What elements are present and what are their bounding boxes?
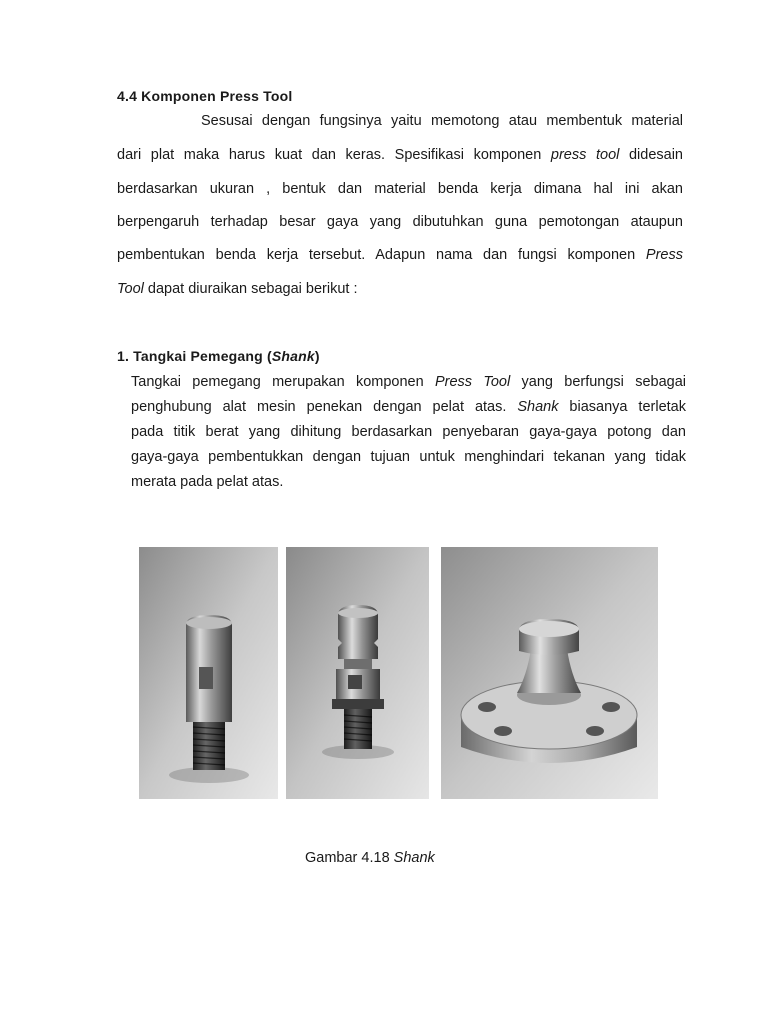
caption-prefix: Gambar 4.18 <box>305 850 394 866</box>
shank-photo-2 <box>286 547 429 799</box>
paragraph-line: penghubung alat mesin penekan dengan pelat atas. Shank biasanya terletak <box>131 399 686 415</box>
paragraph-line: Tangkai pemegang merupakan komponen Press Tool yang berfungsi sebagai <box>131 374 686 390</box>
paragraph-line: berpengaruh terhadap besar gaya yang dibutuhkan guna pemotongan ataupun <box>117 214 683 230</box>
item-heading-suffix: ) <box>314 348 320 364</box>
shank-photo-3 <box>441 547 658 799</box>
item-heading-italic: Shank <box>271 348 315 364</box>
paragraph-line: berdasarkan ukuran , bentuk dan material benda kerja dimana hal ini akan <box>117 181 683 197</box>
paragraph-line: Sesusai dengan fungsinya yaitu memotong atau membentuk material <box>201 113 683 129</box>
item-heading-prefix: 1. Tangkai Pemegang ( <box>117 348 272 364</box>
paragraph-line: merata pada pelat atas. <box>131 474 284 490</box>
item-heading-shank <box>117 348 320 364</box>
caption-italic: Shank <box>393 850 435 866</box>
shank-photo-1 <box>139 547 278 799</box>
paragraph-line: dari plat maka harus kuat dan keras. Spesifikasi komponen press tool didesain <box>117 147 683 163</box>
paragraph-line: Tool dapat diuraikan sebagai berikut : <box>117 281 358 297</box>
figure-caption <box>305 850 435 866</box>
section-heading: 4.4 Komponen Press Tool <box>117 88 293 104</box>
paragraph-line: pembentukan benda kerja tersebut. Adapun nama dan fungsi komponen Press <box>117 247 683 263</box>
paragraph-line: gaya-gaya pembentukkan dengan tujuan untuk menghindari tekanan yang tidak <box>131 449 686 465</box>
paragraph-line: pada titik berat yang dihitung berdasarkan penyebaran gaya-gaya potong dan <box>131 424 686 440</box>
